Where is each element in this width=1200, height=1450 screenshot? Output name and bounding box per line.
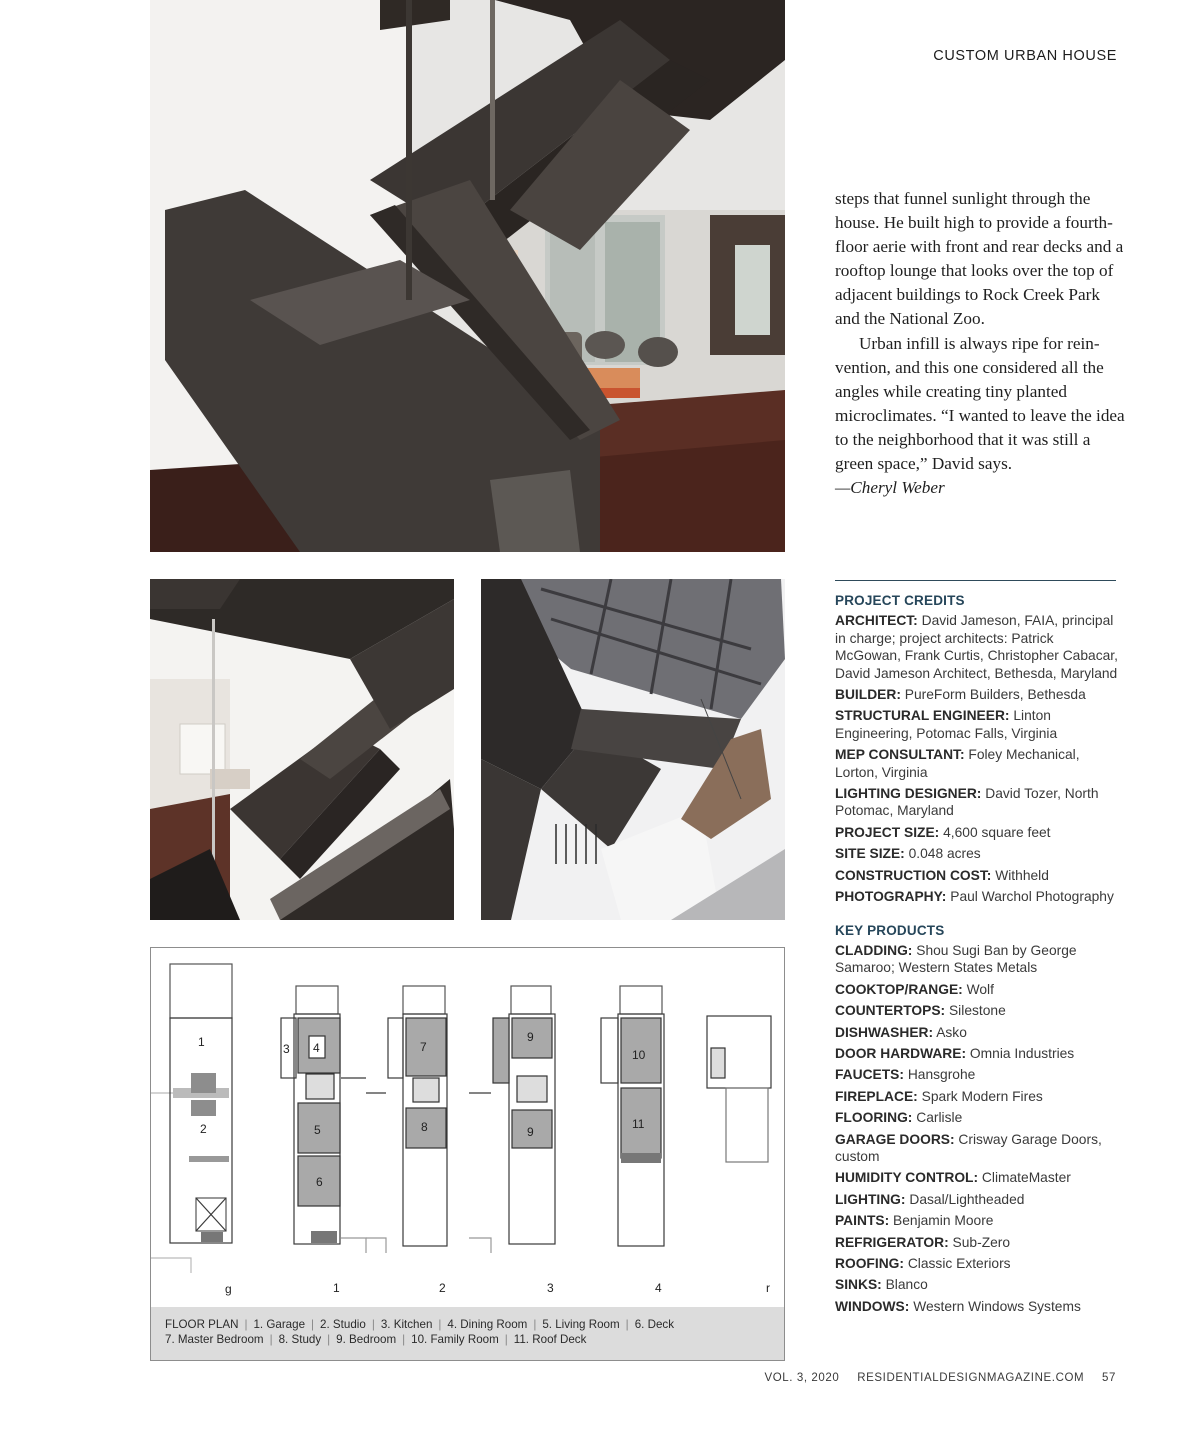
product-value: ClimateMaster (981, 1170, 1071, 1186)
product-key: FAUCETS: (835, 1067, 904, 1083)
product-item (835, 1066, 1120, 1083)
footer-website: RESIDENTIALDESIGNMAGAZINE.COM (857, 1372, 1085, 1384)
product-key: FLOORING: (835, 1110, 913, 1126)
page-footer (750, 1372, 1116, 1384)
plan-room-number: 2 (200, 1122, 207, 1136)
product-item (835, 981, 1120, 998)
floor-plan-caption-line-2 (165, 1332, 784, 1347)
credit-key: LIGHTING DESIGNER: (835, 786, 982, 802)
plan-level-label: r (766, 1281, 770, 1295)
caption-separator: | (504, 1333, 508, 1346)
product-key: HUMIDITY CONTROL: (835, 1170, 979, 1186)
product-value: Western Windows Systems (913, 1298, 1081, 1314)
credit-item (835, 686, 1120, 703)
credit-value: Linton Engineering, Potomac Falls, Virginia (835, 708, 1058, 741)
article-byline: —Cheryl Weber (835, 478, 945, 498)
caption-separator: | (371, 1318, 375, 1331)
credit-item (835, 612, 1120, 682)
credit-key: PHOTOGRAPHY: (835, 889, 947, 905)
key-products-heading: KEY PRODUCTS (835, 922, 945, 938)
product-key: PAINTS: (835, 1213, 890, 1229)
credit-key: SITE SIZE: (835, 846, 905, 862)
plan-level-label: 4 (655, 1281, 662, 1295)
photo-stair-bedroom-illustration (150, 579, 454, 920)
caption-entry: 8. Study (278, 1333, 322, 1346)
plan-room-number: 9 (527, 1030, 534, 1044)
product-item (835, 1255, 1120, 1272)
caption-entry: 7. Master Bedroom (165, 1333, 264, 1346)
product-item (835, 1298, 1120, 1315)
floor-plan-caption (151, 1307, 784, 1360)
credit-value: Withheld (995, 867, 1049, 883)
product-item (835, 942, 1120, 977)
credit-item (835, 845, 1120, 862)
plan-room-number: 6 (316, 1175, 323, 1189)
credit-item (835, 746, 1120, 781)
caption-separator: | (533, 1318, 537, 1331)
caption-separator: | (402, 1333, 406, 1346)
footer-volume: VOL. 3, 2020 (764, 1372, 840, 1384)
product-item (835, 1109, 1120, 1126)
credit-item (835, 824, 1120, 841)
plan-room-number: 4 (313, 1041, 320, 1055)
caption-separator: | (327, 1333, 331, 1346)
article-body (835, 187, 1125, 500)
credit-key: CONSTRUCTION COST: (835, 867, 992, 883)
caption-entry: 9. Bedroom (336, 1333, 397, 1346)
caption-entry: FLOOR PLAN (165, 1318, 239, 1331)
caption-separator: | (311, 1318, 315, 1331)
credit-value: Foley Mechanical, Lorton, Virginia (835, 747, 1080, 780)
photo-stair-skylight-illustration (481, 579, 785, 920)
page-number: 57 (1102, 1372, 1116, 1384)
product-item (835, 1212, 1120, 1229)
product-value: Wolf (966, 981, 994, 997)
product-item (835, 1169, 1120, 1186)
product-key: LIGHTING: (835, 1191, 906, 1207)
product-value: Silestone (948, 1003, 1006, 1019)
photo-staircase-illustration (150, 0, 785, 552)
product-item (835, 1045, 1120, 1062)
product-value: Crisway Garage Doors, custom (835, 1131, 1102, 1164)
product-key: DOOR HARDWARE: (835, 1045, 967, 1061)
key-products-list (835, 942, 1120, 1315)
credit-value: David Jameson, FAIA, principal in charge; project architects: Patrick McGowan, Frank Curtis, Christopher Cabacar, David Jameson Architect, Bethesda, Maryland (835, 613, 1118, 681)
credit-key: STRUCTURAL ENGINEER: (835, 708, 1010, 724)
product-item (835, 1191, 1120, 1208)
product-value: Carlisle (916, 1110, 963, 1126)
product-value: Hansgrohe (907, 1067, 976, 1083)
product-value: Asko (936, 1024, 967, 1040)
product-key: COUNTERTOPS: (835, 1003, 946, 1019)
caption-entry: 10. Family Room (411, 1333, 499, 1346)
floor-plan-figure (150, 947, 785, 1361)
article-paragraph-1: steps that funnel sunlight through the house. He built high to provide a fourth-floor aerie with front and rear decks and a rooftop lounge that looks over the top of adjacent buildings to Rock Creek Park and the National Zoo. (835, 189, 1124, 329)
credit-key: ARCHITECT: (835, 613, 918, 629)
credit-key: BUILDER: (835, 687, 901, 703)
section-label: CUSTOM URBAN HOUSE (933, 48, 1117, 64)
photo-stair-bedroom-view (150, 579, 454, 920)
product-value: Sub-Zero (952, 1234, 1011, 1250)
product-value: Blanco (885, 1277, 928, 1293)
product-item (835, 1024, 1120, 1041)
photo-staircase-living-room (150, 0, 785, 552)
product-key: FIREPLACE: (835, 1088, 918, 1104)
plan-level-label: g (225, 1282, 232, 1296)
photo-stair-skylight-view (481, 579, 785, 920)
plan-room-number: 3 (283, 1042, 290, 1056)
credits-divider (835, 580, 1116, 581)
product-key: ROOFING: (835, 1256, 904, 1271)
floor-plan-caption-line-1 (165, 1317, 784, 1332)
product-key: DISHWASHER: (835, 1024, 934, 1040)
plan-room-number: 1 (198, 1035, 205, 1049)
caption-entry: 11. Roof Deck (513, 1333, 587, 1346)
project-credits-heading: PROJECT CREDITS (835, 593, 965, 608)
product-item (835, 1088, 1120, 1105)
product-key: SINKS: (835, 1277, 882, 1293)
product-value: Spark Modern Fires (921, 1088, 1043, 1104)
product-key: CLADDING: (835, 942, 913, 958)
credit-value: Paul Warchol Photography (950, 889, 1114, 905)
product-key: WINDOWS: (835, 1298, 910, 1314)
credit-value: PureForm Builders, Bethesda (904, 687, 1086, 703)
caption-separator: | (438, 1318, 442, 1331)
caption-separator: | (244, 1318, 248, 1331)
caption-entry: 3. Kitchen (380, 1318, 433, 1331)
floor-plan-drawing (151, 948, 784, 1307)
product-key: GARAGE DOORS: (835, 1131, 955, 1147)
credit-item (835, 707, 1120, 742)
product-item (835, 1131, 1120, 1166)
product-value: Classic Exteriors (907, 1256, 1011, 1271)
product-key: REFRIGERATOR: (835, 1234, 949, 1250)
credit-key: PROJECT SIZE: (835, 824, 940, 840)
product-value: Omnia Industries (969, 1045, 1075, 1061)
plan-room-number: 7 (420, 1040, 427, 1054)
article-paragraph-2: Urban infill is always ripe for reinvention, and this one considered all the angles while creating tiny planted microclimates. “I wanted to leave the idea to the neighborhood that it was still a green space,” David says. (835, 333, 1125, 474)
plan-level-label: 1 (333, 1281, 340, 1295)
caption-entry: 4. Dining Room (447, 1318, 528, 1331)
credits-panel (835, 592, 1120, 1319)
credit-value: 4,600 square feet (943, 824, 1051, 840)
plan-room-number: 10 (632, 1048, 646, 1062)
product-key: COOKTOP/RANGE: (835, 981, 963, 997)
credit-value: 0.048 acres (908, 846, 981, 862)
plan-room-number: 8 (421, 1120, 428, 1134)
product-item (835, 1234, 1120, 1251)
product-value: Shou Sugi Ban by George Samaroo; Western States Metals (835, 942, 1077, 976)
credit-item (835, 785, 1120, 820)
project-credits-list (835, 612, 1120, 905)
product-item (835, 1276, 1120, 1293)
caption-separator: | (625, 1318, 629, 1331)
caption-entry: 6. Deck (634, 1318, 674, 1331)
plan-level-label: 3 (547, 1281, 554, 1295)
caption-entry: 5. Living Room (542, 1318, 620, 1331)
plan-level-label: 2 (439, 1281, 446, 1295)
caption-entry: 1. Garage (253, 1318, 306, 1331)
credit-key: MEP CONSULTANT: (835, 747, 965, 763)
product-value: Benjamin Moore (893, 1213, 994, 1229)
product-value: Dasal/Lightheaded (909, 1191, 1025, 1207)
credit-item (835, 867, 1120, 884)
plan-room-number: 11 (632, 1117, 645, 1131)
caption-separator: | (269, 1333, 273, 1346)
caption-entry: 2. Studio (320, 1318, 366, 1331)
credit-item (835, 888, 1120, 905)
plan-room-number: 5 (314, 1123, 321, 1137)
plan-room-number: 9 (527, 1125, 534, 1139)
credit-value: David Tozer, North Potomac, Maryland (835, 786, 1099, 819)
product-item (835, 1002, 1120, 1019)
